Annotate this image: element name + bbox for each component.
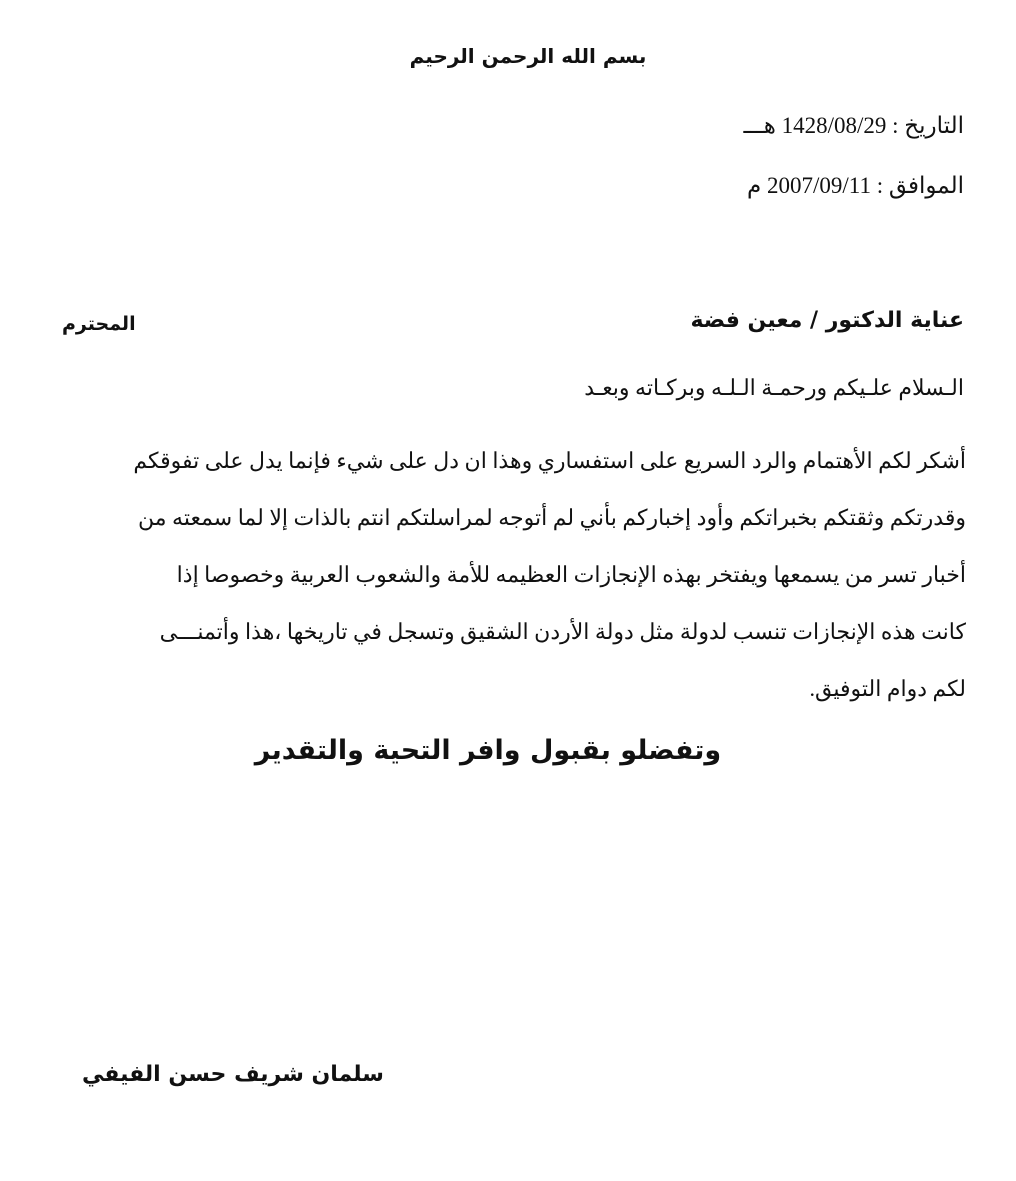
recipient-honorific: المحترم <box>62 313 136 335</box>
body-line: أخبار تسر من يسمعها ويفتخر بهذه الإنجازات العظيمه للأمة والشعوب العربية وخصوصا إذا <box>176 562 966 587</box>
signature-name: سلمان شريف حسن الفيفي <box>82 1062 384 1087</box>
hijri-date: التاريخ : 1428/08/29 هـــ <box>743 113 964 138</box>
basmala-heading: بسم الله الرحمن الرحيم <box>409 44 647 68</box>
recipient-line: عناية الدكتور / معين فضة <box>690 308 964 333</box>
body-line: لكم دوام التوفيق. <box>809 676 966 701</box>
gregorian-date: الموافق : 2007/09/11 م <box>747 173 964 198</box>
greeting-line: الـسلام علـيكم ورحمـة الـلـه وبركـاته وبعـد <box>584 375 964 400</box>
body-line: وقدرتكم وثقتكم بخبراتكم وأود إخباركم بأني لم أتوجه لمراسلتكم انتم بالذات إلا لما سمعته من <box>138 505 966 530</box>
letter-body <box>50 432 966 717</box>
body-line: كانت هذه الإنجازات تنسب لدولة مثل دولة الأردن الشقيق وتسجل في تاريخها ،هذا وأتمنـــى <box>159 619 966 644</box>
closing-line: وتفضلو بقبول وافر التحية والتقدير <box>254 735 722 766</box>
body-line: أشكر لكم الأهتمام والرد السريع على استفساري وهذا ان دل على شيء فإنما يدل على تفوقكم <box>133 448 966 473</box>
